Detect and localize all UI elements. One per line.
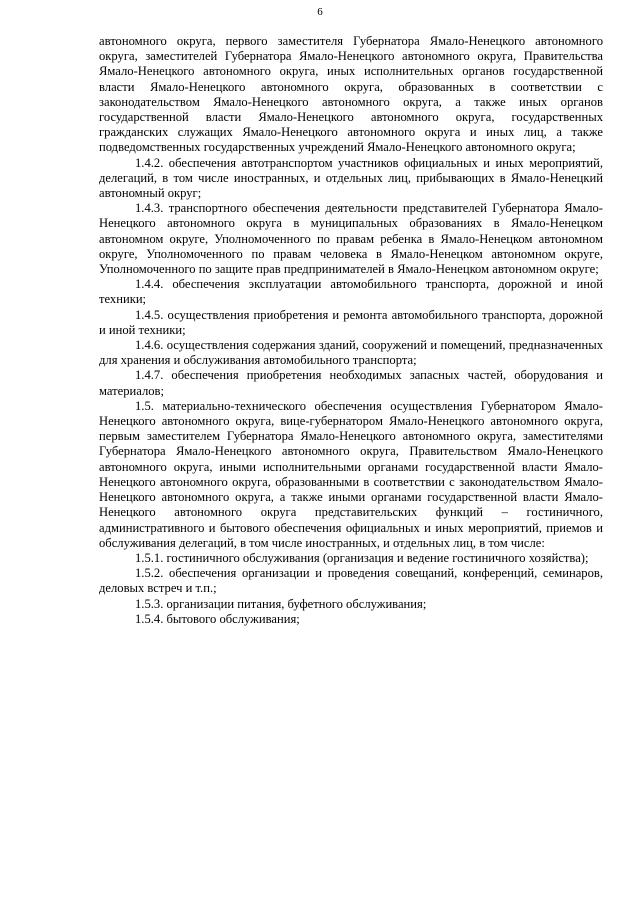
paragraph-1-5-4: 1.5.4. бытового обслуживания; xyxy=(135,611,300,626)
paragraph-0-continuation: автономного округа, первого заместителя Губернатора Ямало-Ненецкого автономного округа, заместителей Губернатора Ямало-Ненецкого автономного округа, Правительства Ямало-Ненецкого автономного округа, иных исполнительных органов государственной власти Ямало-Ненецкого автономного округа, образованных в соответствии с законодательством Ямало-Ненецкого автономного округа, а также иных органов государственной власти Ямало-Ненецкого автономного округа, государственных гражданских служащих Ямало-Ненецкого автономного округа и иных лиц, а также подведомственных государственных учреждений Ямало-Ненецкого автономного округа; xyxy=(99,34,603,155)
paragraph-1-4-6: 1.4.6. осуществления содержания зданий, сооружений и помещений, предназначенных для хранения и обслуживания автомобильного транспорта; xyxy=(99,338,603,368)
paragraph-1-4-7: 1.4.7. обеспечения приобретения необходимых запасных частей, оборудования и материалов; xyxy=(99,368,603,398)
paragraph-1-5-1: 1.5.1. гостиничного обслуживания (организация и ведение гостиничного хозяйства); xyxy=(135,550,589,565)
paragraph-1-5-2: 1.5.2. обеспечения организации и проведения совещаний, конференций, семинаров, деловых встреч и т.п.; xyxy=(99,566,603,596)
paragraph-1-5: 1.5. материально-технического обеспечения осуществления Губернатором Ямало-Ненецкого автономного округа, вице-губернатором Ямало-Ненецкого автономного округа, первым заместителем Губернатора Ямало-Ненецкого автономного округа, заместителями Губернатора Ямало-Ненецкого автономного округа, Правительством Ямало-Ненецкого автономного округа, иными исполнительными органами государственной власти Ямало-Ненецкого автономного округа, образованными в соответствии с законодательством Ямало-Ненецкого автономного округа, а также иными органами государственной власти Ямало-Ненецкого автономного округа представительских функций – гостиничного, административного и бытового обеспечения официальных и иных мероприятий, приемов и обслуживания делегаций, в том числе иностранных, и отдельных лиц, в том числе: xyxy=(99,398,603,550)
document-body xyxy=(99,34,603,627)
paragraph-1-4-4: 1.4.4. обеспечения эксплуатации автомобильного транспорта, дорожной и иной техники; xyxy=(99,277,603,307)
paragraph-1-5-3: 1.5.3. организации питания, буфетного обслуживания; xyxy=(135,596,427,611)
page-number: 6 xyxy=(317,6,323,18)
paragraph-1-4-2: 1.4.2. обеспечения автотранспортом участников официальных и иных мероприятий, делегаций, в том числе иностранных, и отдельных лиц, прибывающих в Ямало-Ненецкий автономный округ; xyxy=(99,155,603,201)
paragraph-1-4-3: 1.4.3. транспортного обеспечения деятельности представителей Губернатора Ямало-Ненецкого автономного округа в муниципальных образованиях в Ямало-Ненецком автономном округе, Уполномоченного по правам ребенка в Ямало-Ненецком автономном округе, Уполномоченного по правам человека в Ямало-Ненецком автономном округе, Уполномоченного по защите прав предпринимателей в Ямало-Ненецком автономном округе; xyxy=(99,201,603,277)
paragraph-1-4-5: 1.4.5. осуществления приобретения и ремонта автомобильного транспорта, дорожной и иной техники; xyxy=(99,307,603,337)
